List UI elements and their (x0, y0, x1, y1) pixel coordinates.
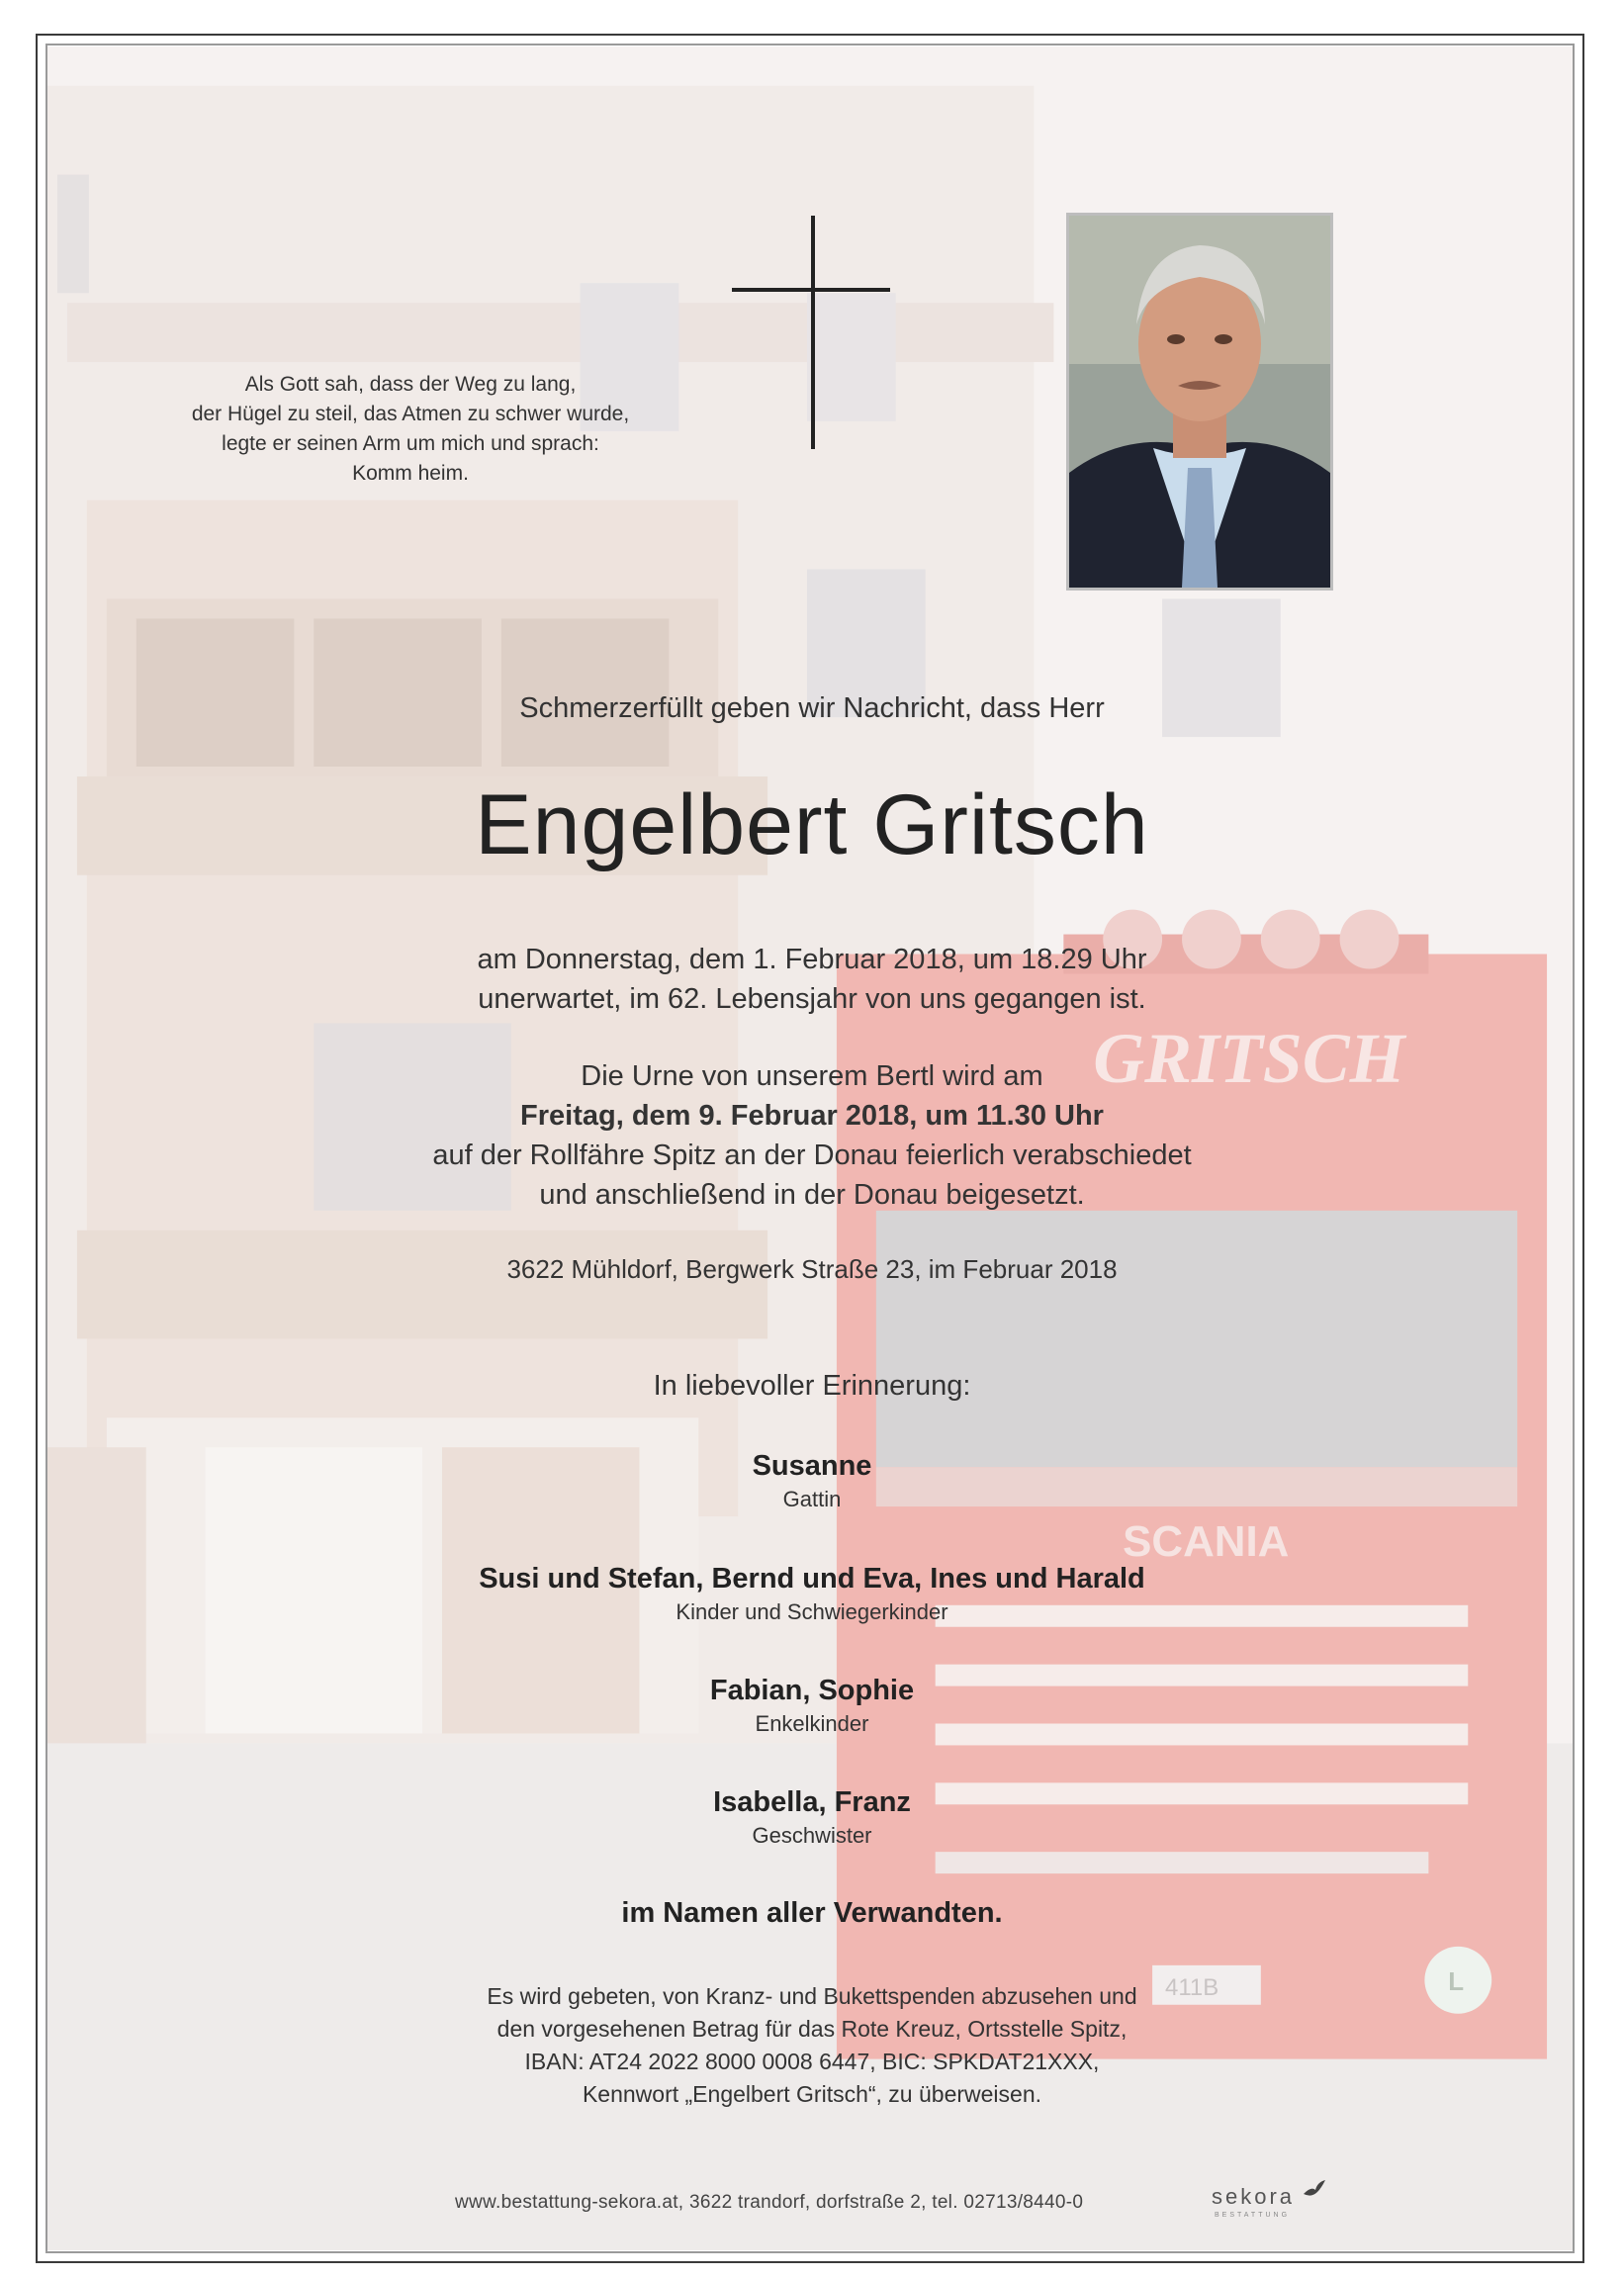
ceremony-line: Die Urne von unserem Bertl wird am (581, 1060, 1043, 1092)
poem-line: Komm heim. (352, 462, 469, 485)
poem (148, 370, 673, 489)
funeral-home-logo: sekora (1212, 2184, 1296, 2209)
request-line: IBAN: AT24 2022 8000 0008 6447, BIC: SPKDAT21XXX, (524, 2049, 1100, 2074)
poem-line: der Hügel zu steil, das Atmen zu schwer wurde, (191, 403, 630, 425)
ceremony-line: und anschließend in der Donau beigesetzt. (539, 1179, 1085, 1211)
family-names: Isabella, Franz (713, 1786, 911, 1818)
ceremony-date: Freitag, dem 9. Februar 2018, um 11.30 Uhr (520, 1100, 1104, 1132)
ceremony-line: auf der Rollfähre Spitz an der Donau feierlich verabschiedet (432, 1140, 1192, 1171)
request-line: Kennwort „Engelbert Gritsch“, zu überweisen. (582, 2081, 1042, 2107)
portrait-photo (1066, 213, 1333, 591)
poem-line: Als Gott sah, dass der Weg zu lang, (244, 373, 577, 396)
family-names: Fabian, Sophie (709, 1675, 915, 1706)
family-role: Gattin (782, 1487, 842, 1511)
family-group (0, 1563, 1624, 1625)
memory-heading: In liebevoller Erinnerung: (653, 1370, 971, 1402)
family-role: Geschwister (752, 1823, 872, 1848)
truck-plate-badge: L (1448, 1967, 1465, 1996)
donation-request (0, 1980, 1624, 2111)
truck-grille-text: SCANIA (1123, 1516, 1290, 1566)
cross-icon (732, 216, 890, 449)
ceremony-notice (0, 1056, 1624, 1215)
truck-brand-text: GRITSCH (1093, 1019, 1405, 1099)
family-group (0, 1450, 1624, 1512)
deceased-name: Engelbert Gritsch (475, 777, 1149, 872)
family-names: Susi und Stefan, Bernd und Eva, Ines und Harald (479, 1563, 1145, 1595)
intro-text: Schmerzerfüllt geben wir Nachricht, dass Herr (519, 692, 1105, 724)
family-role: Kinder und Schwiegerkinder (676, 1599, 948, 1624)
poem-line: legte er seinen Arm um mich und sprach: (222, 432, 599, 455)
funeral-home-footer: www.bestattung-sekora.at, 3622 trandorf, dorfstraße 2, tel. 02713/8440-0 (455, 2192, 1084, 2213)
death-notice (0, 940, 1624, 1019)
family-group (0, 1675, 1624, 1737)
death-line: am Donnerstag, dem 1. Februar 2018, um 18.29 Uhr (477, 944, 1147, 975)
bird-icon (1304, 2180, 1325, 2198)
family-group (0, 1786, 1624, 1849)
request-line: den vorgesehenen Betrag für das Rote Kreuz, Ortsstelle Spitz, (496, 2016, 1128, 2042)
death-line: unerwartet, im 62. Lebensjahr von uns gegangen ist. (478, 983, 1146, 1015)
closing-line: im Namen aller Verwandten. (621, 1897, 1003, 1929)
funeral-home-logo-subtitle: BESTATTUNG (1215, 2212, 1291, 2219)
family-role: Enkelkinder (755, 1711, 869, 1736)
address-line: 3622 Mühldorf, Bergwerk Straße 23, im Februar 2018 (506, 1254, 1118, 1284)
family-names: Susanne (752, 1450, 872, 1482)
truck-plate-text: 411B (1165, 1973, 1219, 2001)
request-line: Es wird gebeten, von Kranz- und Bukettspenden abzusehen und (487, 1983, 1137, 2009)
